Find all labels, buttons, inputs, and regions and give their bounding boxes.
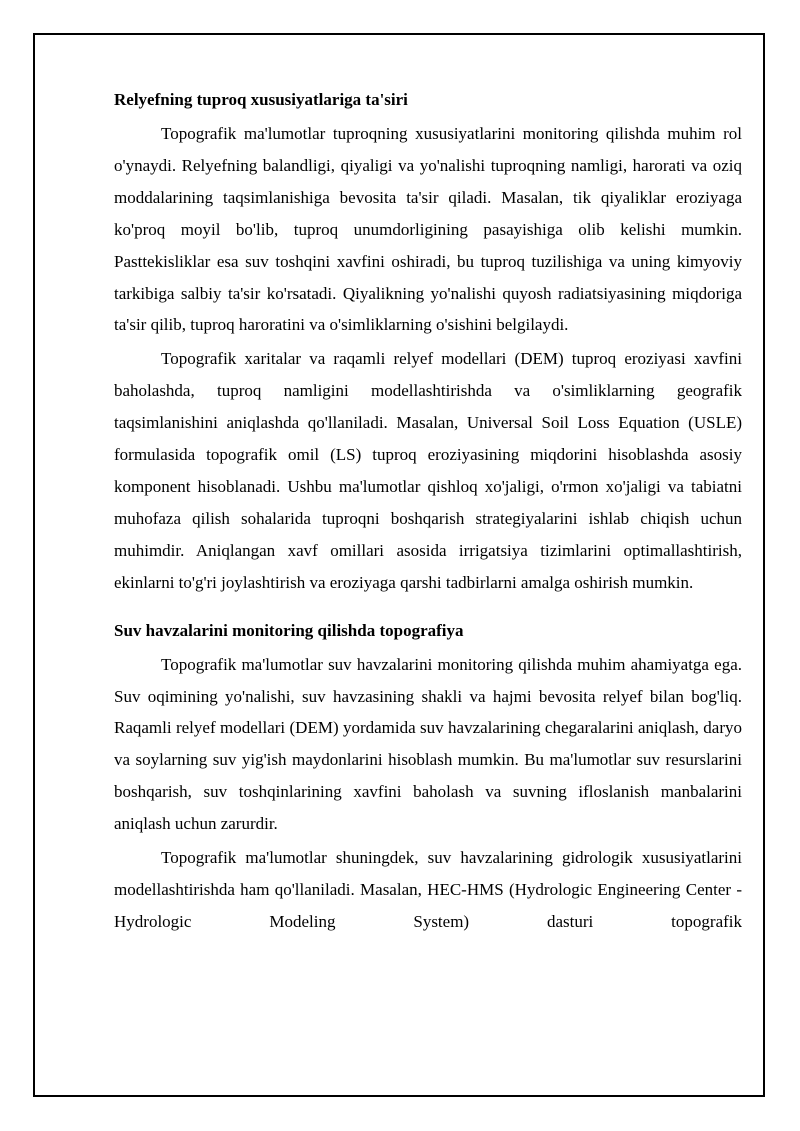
paragraph: Topografik ma'lumotlar tuproqning xususiyatlarini monitoring qilishda muhim rol o'ynaydi. Relyefning balandligi, qiyaligi va yo'nalishi tuproqning namligi, harorati va oziq moddalarining taqsimlanishiga bevosita ta'sir qiladi. Masalan, tik qiyaliklar eroziyaga ko'proq moyil bo'lib, tuproq unumdorligining pasayishiga olib kelishi mumkin. Pasttekisliklar esa suv toshqini xavfini oshiradi, bu tuproq tuzilishiga va uning kimyoviy tarkibiga salbiy ta'sir ko'rsatadi. Qiyalikning yo'nalishi quyosh radiatsiyasining miqdoriga ta'sir qilib, tuproq haroratini va o'simliklarning o'sishini belgilaydi. xyxy=(114,124,742,335)
document-body xyxy=(114,84,742,940)
section-heading: Relyefning tuproq xususiyatlariga ta'siri xyxy=(114,90,408,109)
section-watershed-monitoring xyxy=(114,615,742,938)
paragraph: Topografik ma'lumotlar suv havzalarini monitoring qilishda muhim ahamiyatga ega. Suv oqimining yo'nalishi, suv havzasining shakli va hajmi bevosita relyef bilan bog'liq. Raqamli relyef modellari (DEM) yordamida suv havzalarining chegaralarini aniqlash, daryo va soylarning suv yig'ish maydonlarini hisoblash mumkin. Bu ma'lumotlar suv resurslarini boshqarish, suv toshqinlarining xavfini baholash va suvning ifloslanish manbalarini aniqlash uchun zarurdir. xyxy=(114,654,742,834)
section-soil-properties xyxy=(114,84,742,599)
paragraph: Topografik xaritalar va raqamli relyef modellari (DEM) tuproq eroziyasi xavfini baholashda, tuproq namligini modellashtirishda va o'simliklarning geografik taqsimlanishini aniqlashda qo'llaniladi. Masalan, Universal Soil Loss Equation (USLE) formulasida topografik omil (LS) tuproq eroziyasining miqdorini hisoblashda asosiy komponent hisoblanadi. Ushbu ma'lumotlar qishloq xo'jaligi, o'rmon xo'jaligi va tabiatni muhofaza qilish sohalarida tuproqni boshqarish strategiyalarini ishlab chiqish uchun muhimdir. Aniqlangan xavf omillari asosida irrigatsiya tizimlarini optimallashtirish, ekinlarni to'g'ri joylashtirish va eroziyaga qarshi tadbirlarni amalga oshirish mumkin. xyxy=(114,349,742,592)
paragraph: Topografik ma'lumotlar shuningdek, suv havzalarining gidrologik xususiyatlarini modellashtirishda ham qo'llaniladi. Masalan, HEC-HMS (Hydrologic Engineering Center - Hydrologic Modeling System) dasturi topografik xyxy=(114,848,742,931)
section-heading: Suv havzalarini monitoring qilishda topografiya xyxy=(114,620,464,640)
